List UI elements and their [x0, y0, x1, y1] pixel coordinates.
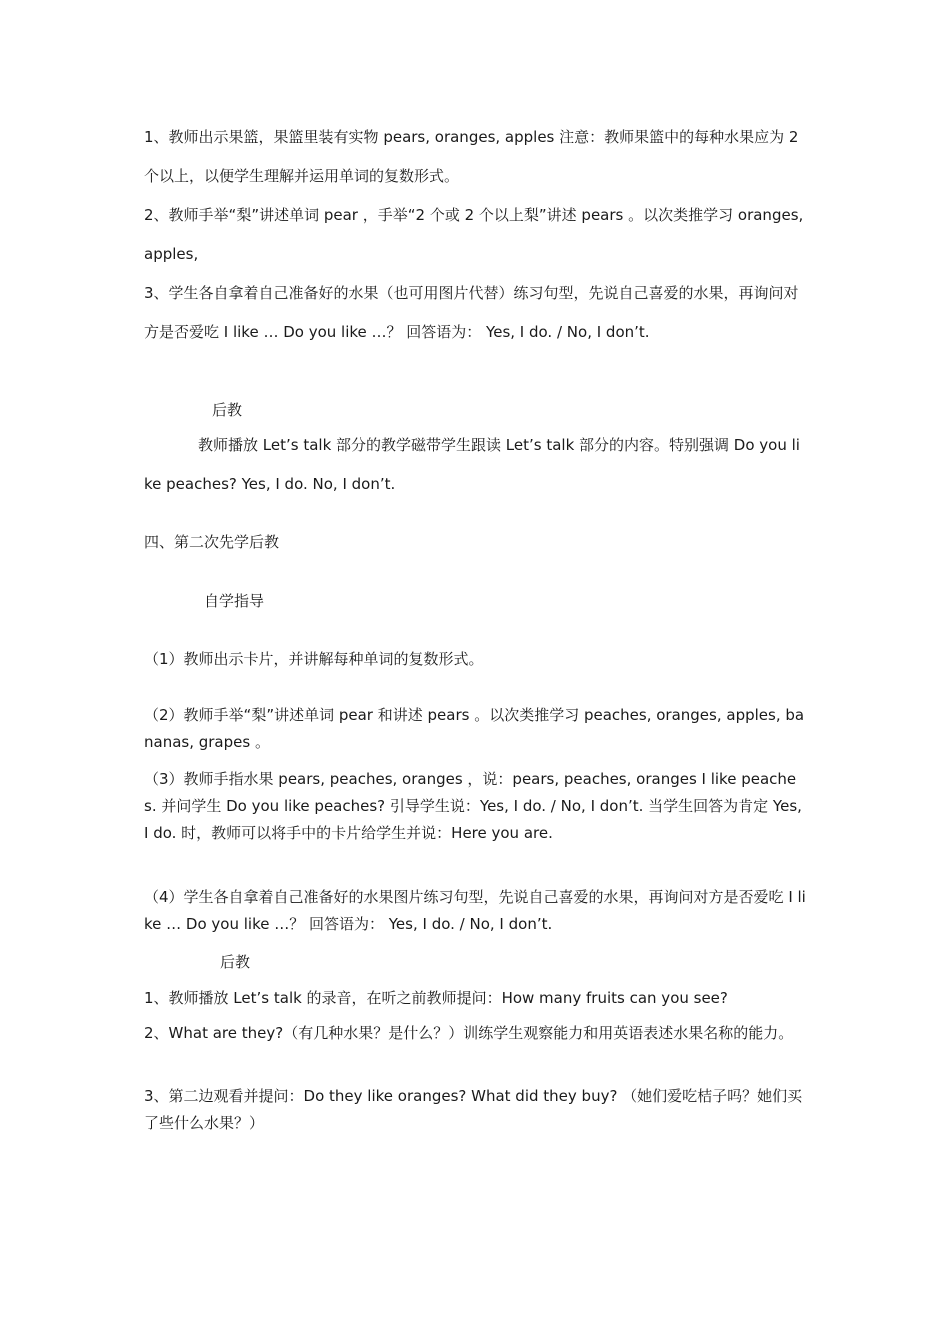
paragraph-4: 教师播放 Let’s talk 部分的教学磁带学生跟读 Let’s talk 部分的内容。特别强调 Do you like peaches? Yes, I do. No, I don’t. — [144, 436, 800, 493]
paragraph-2: 2、教师手举“梨”讲述单词 pear ，手举“2 个或 2 个以上梨”讲述 pears 。以次类推学习 oranges, apples, — [144, 206, 804, 263]
heading-houjiao-2: 后教 — [220, 953, 251, 971]
paragraph-1: 1、教师出示果篮，果篮里装有实物 pears, oranges, apples 注意：教师果篮中的每种水果应为 2 个以上，以便学生理解并运用单词的复数形式。 — [144, 128, 799, 185]
teach-2: 2、What are they?（有几种水果？是什么？）训练学生观察能力和用英语表述水果名称的能力。 — [144, 1024, 794, 1042]
section-heading-4: 四、第二次先学后教 — [144, 533, 280, 551]
step-1: （1）教师出示卡片，并讲解每种单词的复数形式。 — [144, 650, 484, 668]
heading-houjiao-1: 后教 — [212, 401, 243, 419]
step-3: （3）教师手指水果 pears, peaches, oranges ，说：pears, peaches, oranges I like peaches. 并问学生 Do you like peaches? 引导学生说：Yes, I do. / No, I don’t. 当学生回答为肯定 Yes, I do. 时，教师可以将手中的卡片给学生并说：Here you are. — [144, 770, 802, 842]
teach-1: 1、教师播放 Let’s talk 的录音，在听之前教师提问：How many fruits can you see? — [144, 989, 728, 1007]
paragraph-3: 3、学生各自拿着自己准备好的水果（也可用图片代替）练习句型，先说自己喜爱的水果，再询问对方是否爱吃 I like … Do you like …？ 回答语为： Yes, I do. / No, I don’t. — [144, 284, 799, 341]
teach-3: 3、第二边观看并提问：Do they like oranges? What did they buy? （她们爱吃桔子吗？她们买了些什么水果？） — [144, 1087, 803, 1132]
step-2: （2）教师手举“梨”讲述单词 pear 和讲述 pears 。以次类推学习 peaches, oranges, apples, bananas, grapes 。 — [144, 706, 805, 751]
heading-zixue: 自学指导 — [204, 592, 265, 610]
step-4: （4）学生各自拿着自己准备好的水果图片练习句型，先说自己喜爱的水果，再询问对方是否爱吃 I like … Do you like …？ 回答语为： Yes, I do. / No, I don’t. — [144, 888, 806, 933]
